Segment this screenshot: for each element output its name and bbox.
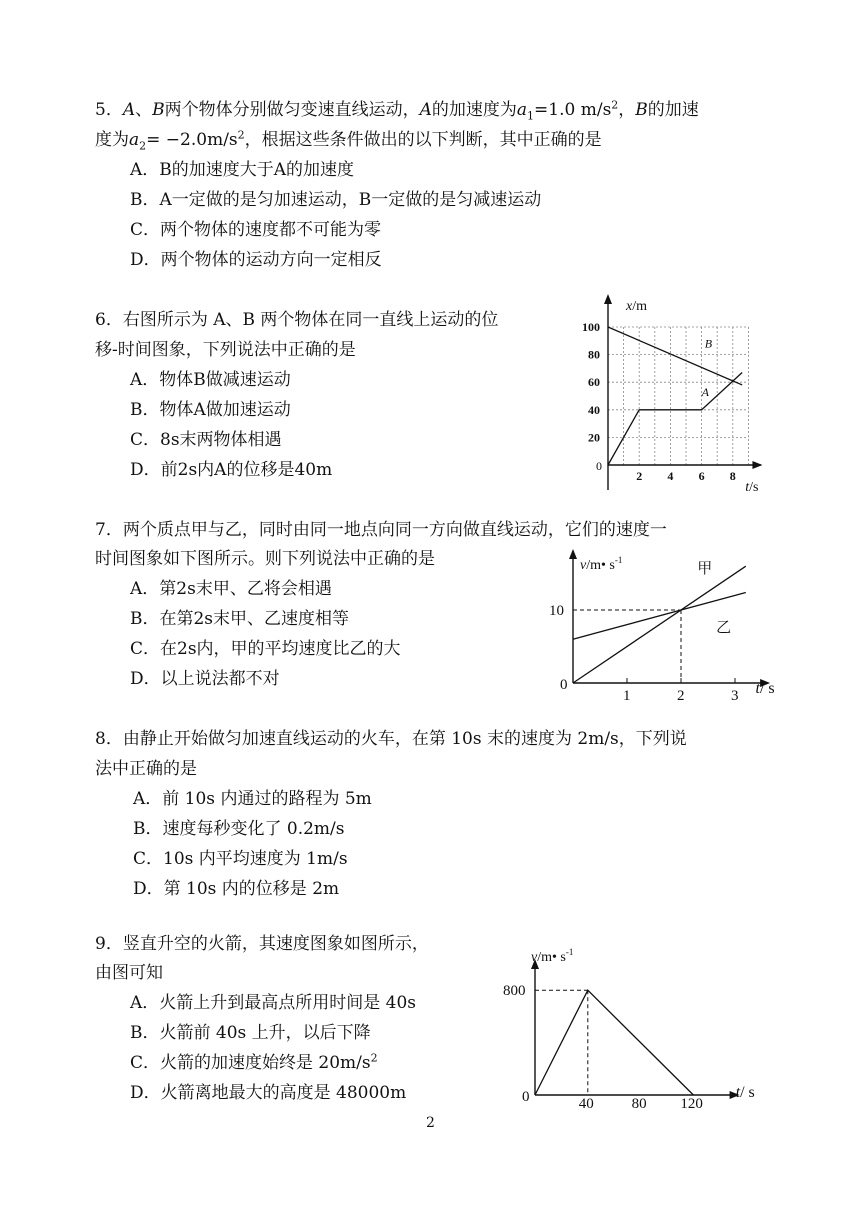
q5-text: 两个物体分别做匀变速直线运动， — [164, 100, 420, 120]
q9-option-c-text: C．火箭的加速度始终是 20m/s — [130, 1053, 371, 1073]
q5-a1-val: =1.0 m/s — [534, 100, 612, 120]
q5-a1-var: a — [516, 100, 528, 120]
q5-number: 5． — [95, 100, 123, 120]
q7-option-c[interactable]: C．在2s内，甲的平均速度比乙的大 — [130, 639, 401, 659]
q8-option-c[interactable]: C．10s 内平均速度为 1m/s — [133, 849, 348, 869]
x-axis-label: t/s — [745, 480, 759, 495]
x-tick-label: 6 — [698, 469, 705, 483]
x-axis-label: t/ s — [755, 680, 775, 697]
page-number: 2 — [426, 1115, 435, 1131]
series-label-B: B — [704, 336, 713, 351]
chart-vt-jia-yi — [540, 545, 790, 705]
q5-text: 、 — [135, 100, 153, 120]
y-axis-label: x/m — [626, 299, 647, 314]
y-tick-label: 60 — [588, 375, 600, 390]
x-tick-label: 40 — [578, 1096, 594, 1112]
x-tick-label: 2 — [677, 688, 685, 704]
q8-option-a[interactable]: A．前 10s 内通过的路程为 5m — [133, 789, 372, 809]
q6-option-a[interactable]: A．物体B做减速运动 — [130, 370, 291, 390]
q5-text: B — [152, 100, 165, 120]
x-axis-label: t/ s — [735, 1084, 755, 1101]
origin-label: 0 — [560, 677, 568, 693]
q8-option-b[interactable]: B．速度每秒变化了 0.2m/s — [133, 819, 345, 839]
q8-option-d[interactable]: D．第 10s 内的位移是 2m — [133, 879, 340, 899]
y-axis-arrow — [569, 549, 577, 559]
x-axis-arrow — [752, 461, 762, 469]
q7-option-d[interactable]: D．以上说法都不对 — [130, 669, 280, 689]
q6-option-b[interactable]: B．物体A做加速运动 — [130, 400, 291, 420]
series-line-rocket — [535, 990, 693, 1095]
q5-text: A — [122, 100, 136, 120]
q9-line-2: 由图可知 — [95, 963, 163, 983]
series-label-yi: 乙 — [716, 619, 732, 636]
x-tick-label: 3 — [731, 688, 739, 704]
series-label-jia: 甲 — [697, 561, 713, 577]
q5-text: A — [419, 100, 432, 120]
q5-a1-sub: 1 — [527, 109, 535, 123]
x-tick-label: 2 — [636, 469, 643, 483]
q5-a2-exp: 2 — [237, 128, 245, 142]
q5-option-b[interactable]: B．A一定做的是匀加速运动，B一定做的是匀减速运动 — [130, 190, 542, 210]
series-label-A: A — [701, 385, 709, 399]
q9-option-c[interactable] — [130, 1052, 378, 1074]
q5-a2-var: a — [129, 130, 140, 150]
chart-xt-graph — [560, 290, 770, 500]
q8-line-1: 8．由静止开始做匀加速直线运动的火车，在第 10s 末的速度为 2m/s，下列说 — [95, 729, 687, 749]
origin-label: 0 — [596, 459, 602, 473]
x-tick-label: 8 — [729, 469, 736, 483]
x-tick-label: 1 — [623, 688, 631, 704]
q5-text: ，根据这些条件做出的以下判断，其中正确的是 — [244, 130, 602, 150]
q6-line-2: 移-时间图象，下列说法中正确的是 — [95, 340, 356, 360]
q7-option-b[interactable]: B．在第2s末甲、乙速度相等 — [130, 609, 350, 629]
q6-line-1: 6．右图所示为 A、B 两个物体在同一直线上运动的位 — [95, 310, 499, 330]
q5-option-a[interactable]: A．B的加速度大于A的加速度 — [130, 160, 355, 180]
y-tick-label: 40 — [588, 402, 600, 417]
q5-text: ， — [618, 100, 636, 120]
q5-option-d[interactable]: D．两个物体的运动方向一定相反 — [130, 250, 382, 270]
y-tick-label: 10 — [549, 603, 564, 619]
y-axis-label: v/m• $s^{-1}$ — [531, 947, 574, 965]
q5-option-c[interactable]: C．两个物体的速度都不可能为零 — [130, 220, 382, 240]
series-line-A — [608, 373, 742, 465]
q5-line-2 — [95, 129, 602, 151]
q8-line-2: 法中正确的是 — [95, 759, 197, 779]
q5-a2-sub: 2 — [139, 139, 147, 153]
q5-text: 度为 — [95, 130, 129, 150]
x-tick-label: 80 — [631, 1096, 647, 1112]
q7-line-2: 时间图象如下图所示。则下列说法中正确的是 — [95, 549, 435, 569]
q9-option-c-exp: 2 — [370, 1051, 378, 1065]
q9-option-b[interactable]: B．火箭前 40s 上升，以后下降 — [130, 1023, 371, 1043]
y-axis-label: v/m• $s^{-1}$ — [580, 555, 623, 573]
series-line-B — [608, 327, 742, 385]
q9-option-a[interactable]: A．火箭上升到最高点所用时间是 40s — [130, 993, 417, 1013]
q9-line-1: 9．竖直升空的火箭，其速度图象如图所示， — [95, 934, 429, 954]
x-tick-label: 4 — [667, 469, 674, 483]
y-tick-label: 100 — [582, 320, 600, 334]
y-tick-label: 20 — [588, 430, 600, 445]
q5-a2-val: = −2.0m/s — [146, 130, 238, 150]
q7-line-1: 7．两个质点甲与乙，同时由同一地点向同一方向做直线运动，它们的速度一 — [95, 520, 667, 540]
origin-label: 0 — [522, 1089, 530, 1105]
x-tick-label: 120 — [680, 1096, 703, 1112]
chart-vt-rocket — [490, 945, 770, 1115]
q6-option-c[interactable]: C．8s末两物体相遇 — [130, 430, 282, 450]
q7-option-a[interactable]: A．第2s末甲、乙将会相遇 — [130, 579, 332, 599]
y-tick-label: 80 — [588, 347, 600, 362]
q5-text: 的加速度为 — [431, 100, 517, 120]
q9-option-d[interactable]: D．火箭离地最大的高度是 48000m — [130, 1083, 407, 1103]
q6-option-d[interactable]: D．前2s内A的位移是40m — [130, 460, 333, 480]
y-axis-arrow — [604, 294, 612, 304]
q5-text: B — [635, 100, 648, 120]
q5-line-1 — [95, 99, 699, 121]
q5-text: 的加速 — [647, 100, 699, 120]
q5-a1-exp: 2 — [611, 98, 619, 112]
y-tick-label: 800 — [503, 983, 526, 1000]
